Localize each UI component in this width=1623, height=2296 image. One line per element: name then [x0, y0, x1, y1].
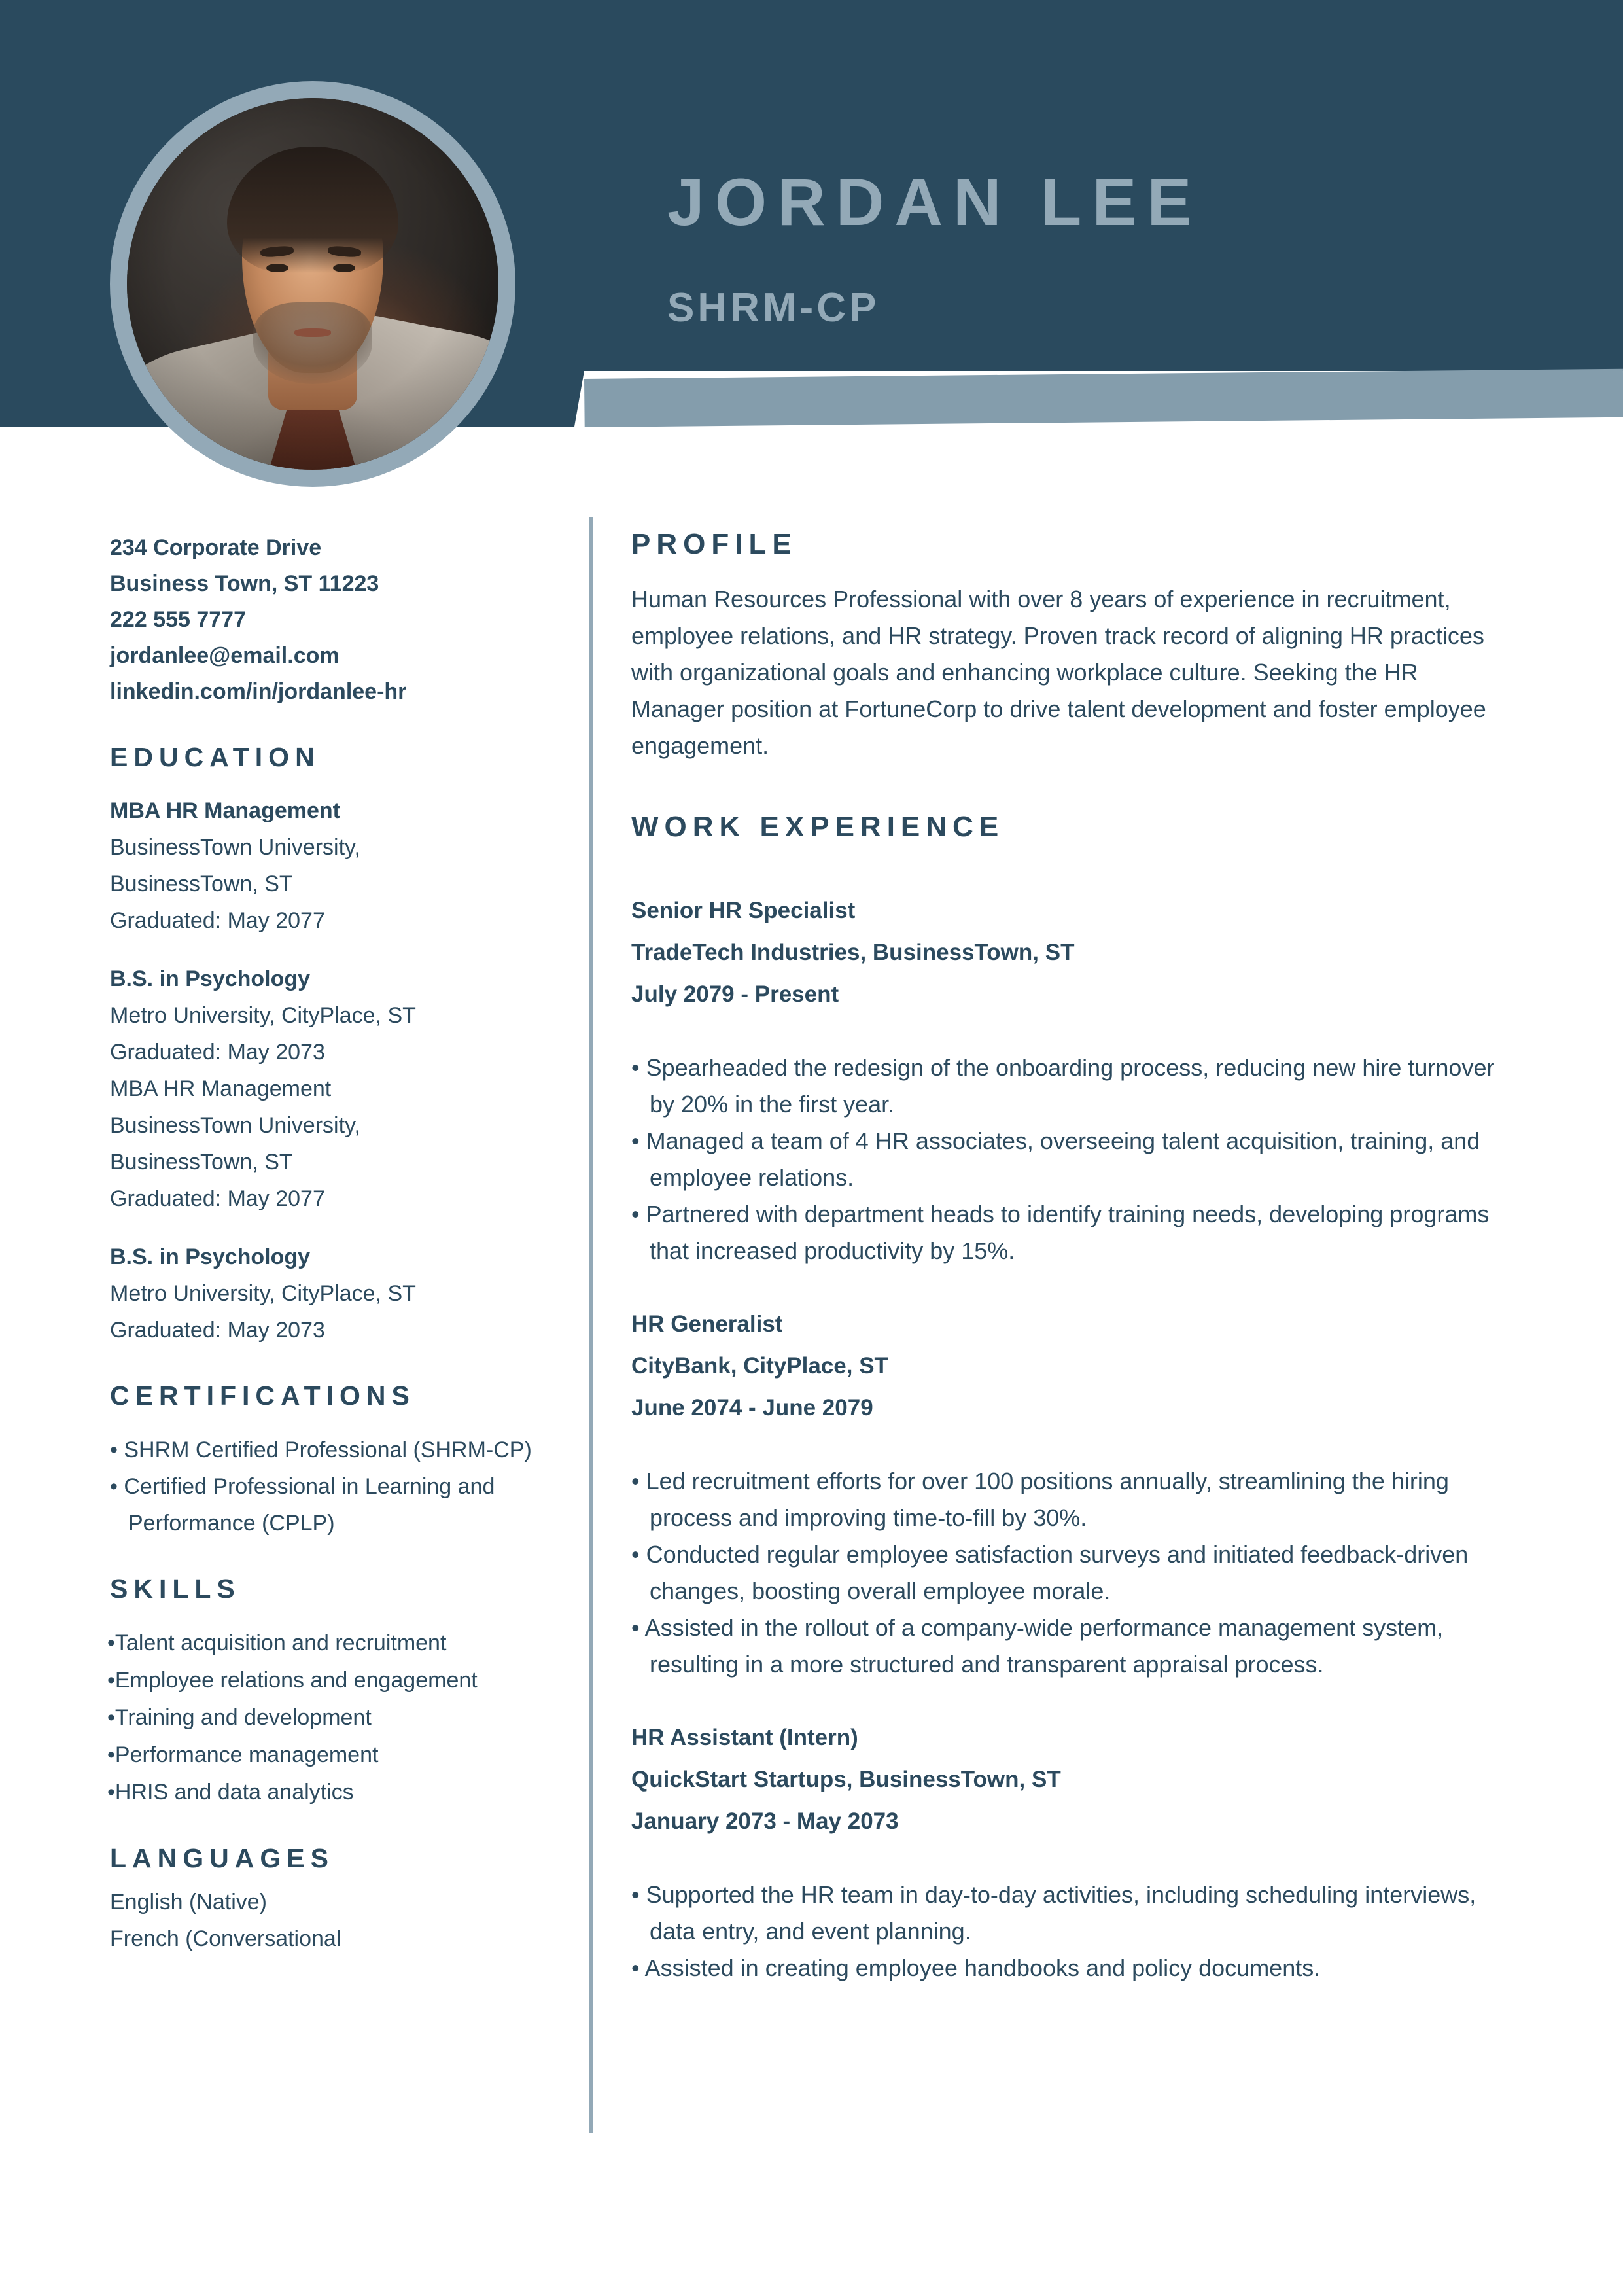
skill-item: •Training and development	[107, 1705, 372, 1730]
job-bullet: • Led recruitment efforts for over 100 positions annually, streamlining the hiring process and improving time-to-fill by 30%.	[631, 1468, 1449, 1531]
photo-vignette	[127, 98, 498, 470]
job-company: QuickStart Startups, BusinessTown, ST	[631, 1767, 1061, 1792]
education-detail: Graduated: May 2077	[110, 908, 325, 933]
contact-linkedin[interactable]: linkedin.com/in/jordanlee-hr	[110, 679, 407, 704]
education-degree: B.S. in Psychology	[110, 1245, 311, 1269]
section-heading-languages: LANGUAGES	[110, 1843, 334, 1873]
section-heading-skills: SKILLS	[110, 1574, 241, 1604]
certification-item	[110, 1432, 568, 1468]
avatar-ring	[110, 81, 515, 487]
education-degree: MBA HR Management	[110, 798, 340, 823]
job-title: HR Assistant (Intern)	[631, 1725, 858, 1750]
job-title: Senior HR Specialist	[631, 898, 856, 923]
education-detail: BusinessTown, ST	[110, 872, 293, 896]
education-detail: Graduated: May 2073	[110, 1318, 325, 1343]
skill-item: •Talent acquisition and recruitment	[107, 1631, 447, 1655]
job-company: CityBank, CityPlace, ST	[631, 1353, 888, 1379]
skill-item: •HRIS and data analytics	[107, 1780, 354, 1805]
education-detail: Metro University, CityPlace, ST	[110, 1281, 416, 1306]
contact-block	[110, 530, 568, 710]
certification-text: • Certified Professional in Learning and Performance (CPLP)	[110, 1474, 495, 1536]
contact-address-street: 234 Corporate Drive	[110, 535, 322, 560]
certification-item	[110, 1468, 568, 1542]
language-item: French (Conversational	[110, 1926, 341, 1951]
job-bullet: • Spearheaded the redesign of the onboarding process, reducing new hire turnover by 20% in the first year.	[631, 1054, 1495, 1118]
education-detail: Graduated: May 2077	[110, 1186, 325, 1211]
education-detail: BusinessTown University,	[110, 835, 360, 860]
job-entry	[631, 890, 1514, 1269]
job-bullet: • Conducted regular employee satisfaction surveys and initiated feedback-driven changes, boosting overall employee morale.	[631, 1541, 1469, 1604]
job-entry	[631, 1303, 1514, 1683]
profile-summary: Human Resources Professional with over 8 years of experience in recruitment, employee relations, and HR strategy. Proven track record of aligning HR practices with organizational goals and enhancing workplace culture. Seeking the HR Manager position at FortuneCorp to drive talent development and foster employee engagement.	[631, 586, 1486, 759]
candidate-name: JORDAN LEE	[667, 165, 1202, 239]
job-entry	[631, 1717, 1514, 1987]
job-title: HR Generalist	[631, 1311, 783, 1337]
skill-item: •Employee relations and engagement	[107, 1668, 478, 1693]
job-bullet: • Partnered with department heads to identify training needs, developing programs that increased productivity by 15%.	[631, 1201, 1490, 1264]
education-entry	[110, 1239, 568, 1349]
education-detail: MBA HR Management	[110, 1076, 332, 1101]
language-item: English (Native)	[110, 1890, 267, 1915]
education-entry	[110, 961, 568, 1217]
education-degree: B.S. in Psychology	[110, 966, 311, 991]
section-heading-profile: PROFILE	[631, 528, 797, 560]
contact-email[interactable]: jordanlee@email.com	[110, 643, 340, 668]
education-detail: Graduated: May 2073	[110, 1040, 325, 1065]
column-divider	[589, 517, 593, 2133]
job-bullet: • Assisted in creating employee handbooks and policy documents.	[631, 1954, 1321, 1981]
job-dates: June 2074 - June 2079	[631, 1395, 873, 1421]
job-bullet: • Assisted in the rollout of a company-wide performance management system, resulting in a more structured and transparent appraisal process.	[631, 1614, 1444, 1678]
certification-text: • SHRM Certified Professional (SHRM-CP)	[110, 1438, 532, 1462]
section-heading-work-experience: WORK EXPERIENCE	[631, 811, 1005, 843]
section-heading-certifications: CERTIFICATIONS	[110, 1381, 415, 1411]
main-column	[631, 530, 1514, 1987]
education-detail: BusinessTown, ST	[110, 1150, 293, 1174]
education-detail: Metro University, CityPlace, ST	[110, 1003, 416, 1028]
job-dates: July 2079 - Present	[631, 981, 839, 1007]
job-bullet: • Managed a team of 4 HR associates, overseeing talent acquisition, training, and employee relations.	[631, 1127, 1480, 1191]
contact-address-city: Business Town, ST 11223	[110, 571, 379, 596]
contact-phone[interactable]: 222 555 7777	[110, 607, 246, 632]
sidebar-column	[107, 530, 568, 1957]
job-company: TradeTech Industries, BusinessTown, ST	[631, 940, 1075, 965]
job-dates: January 2073 - May 2073	[631, 1809, 899, 1834]
resume-header	[0, 0, 1623, 497]
job-bullet: • Supported the HR team in day-to-day activities, including scheduling interviews, data entry, and event planning.	[631, 1881, 1476, 1945]
header-accent-bar	[584, 369, 1623, 427]
avatar	[127, 98, 498, 470]
education-entry	[110, 793, 568, 939]
section-heading-education: EDUCATION	[110, 742, 321, 772]
skill-item: •Performance management	[107, 1742, 379, 1767]
candidate-credential: SHRM-CP	[667, 285, 880, 330]
education-detail: BusinessTown University,	[110, 1113, 360, 1138]
